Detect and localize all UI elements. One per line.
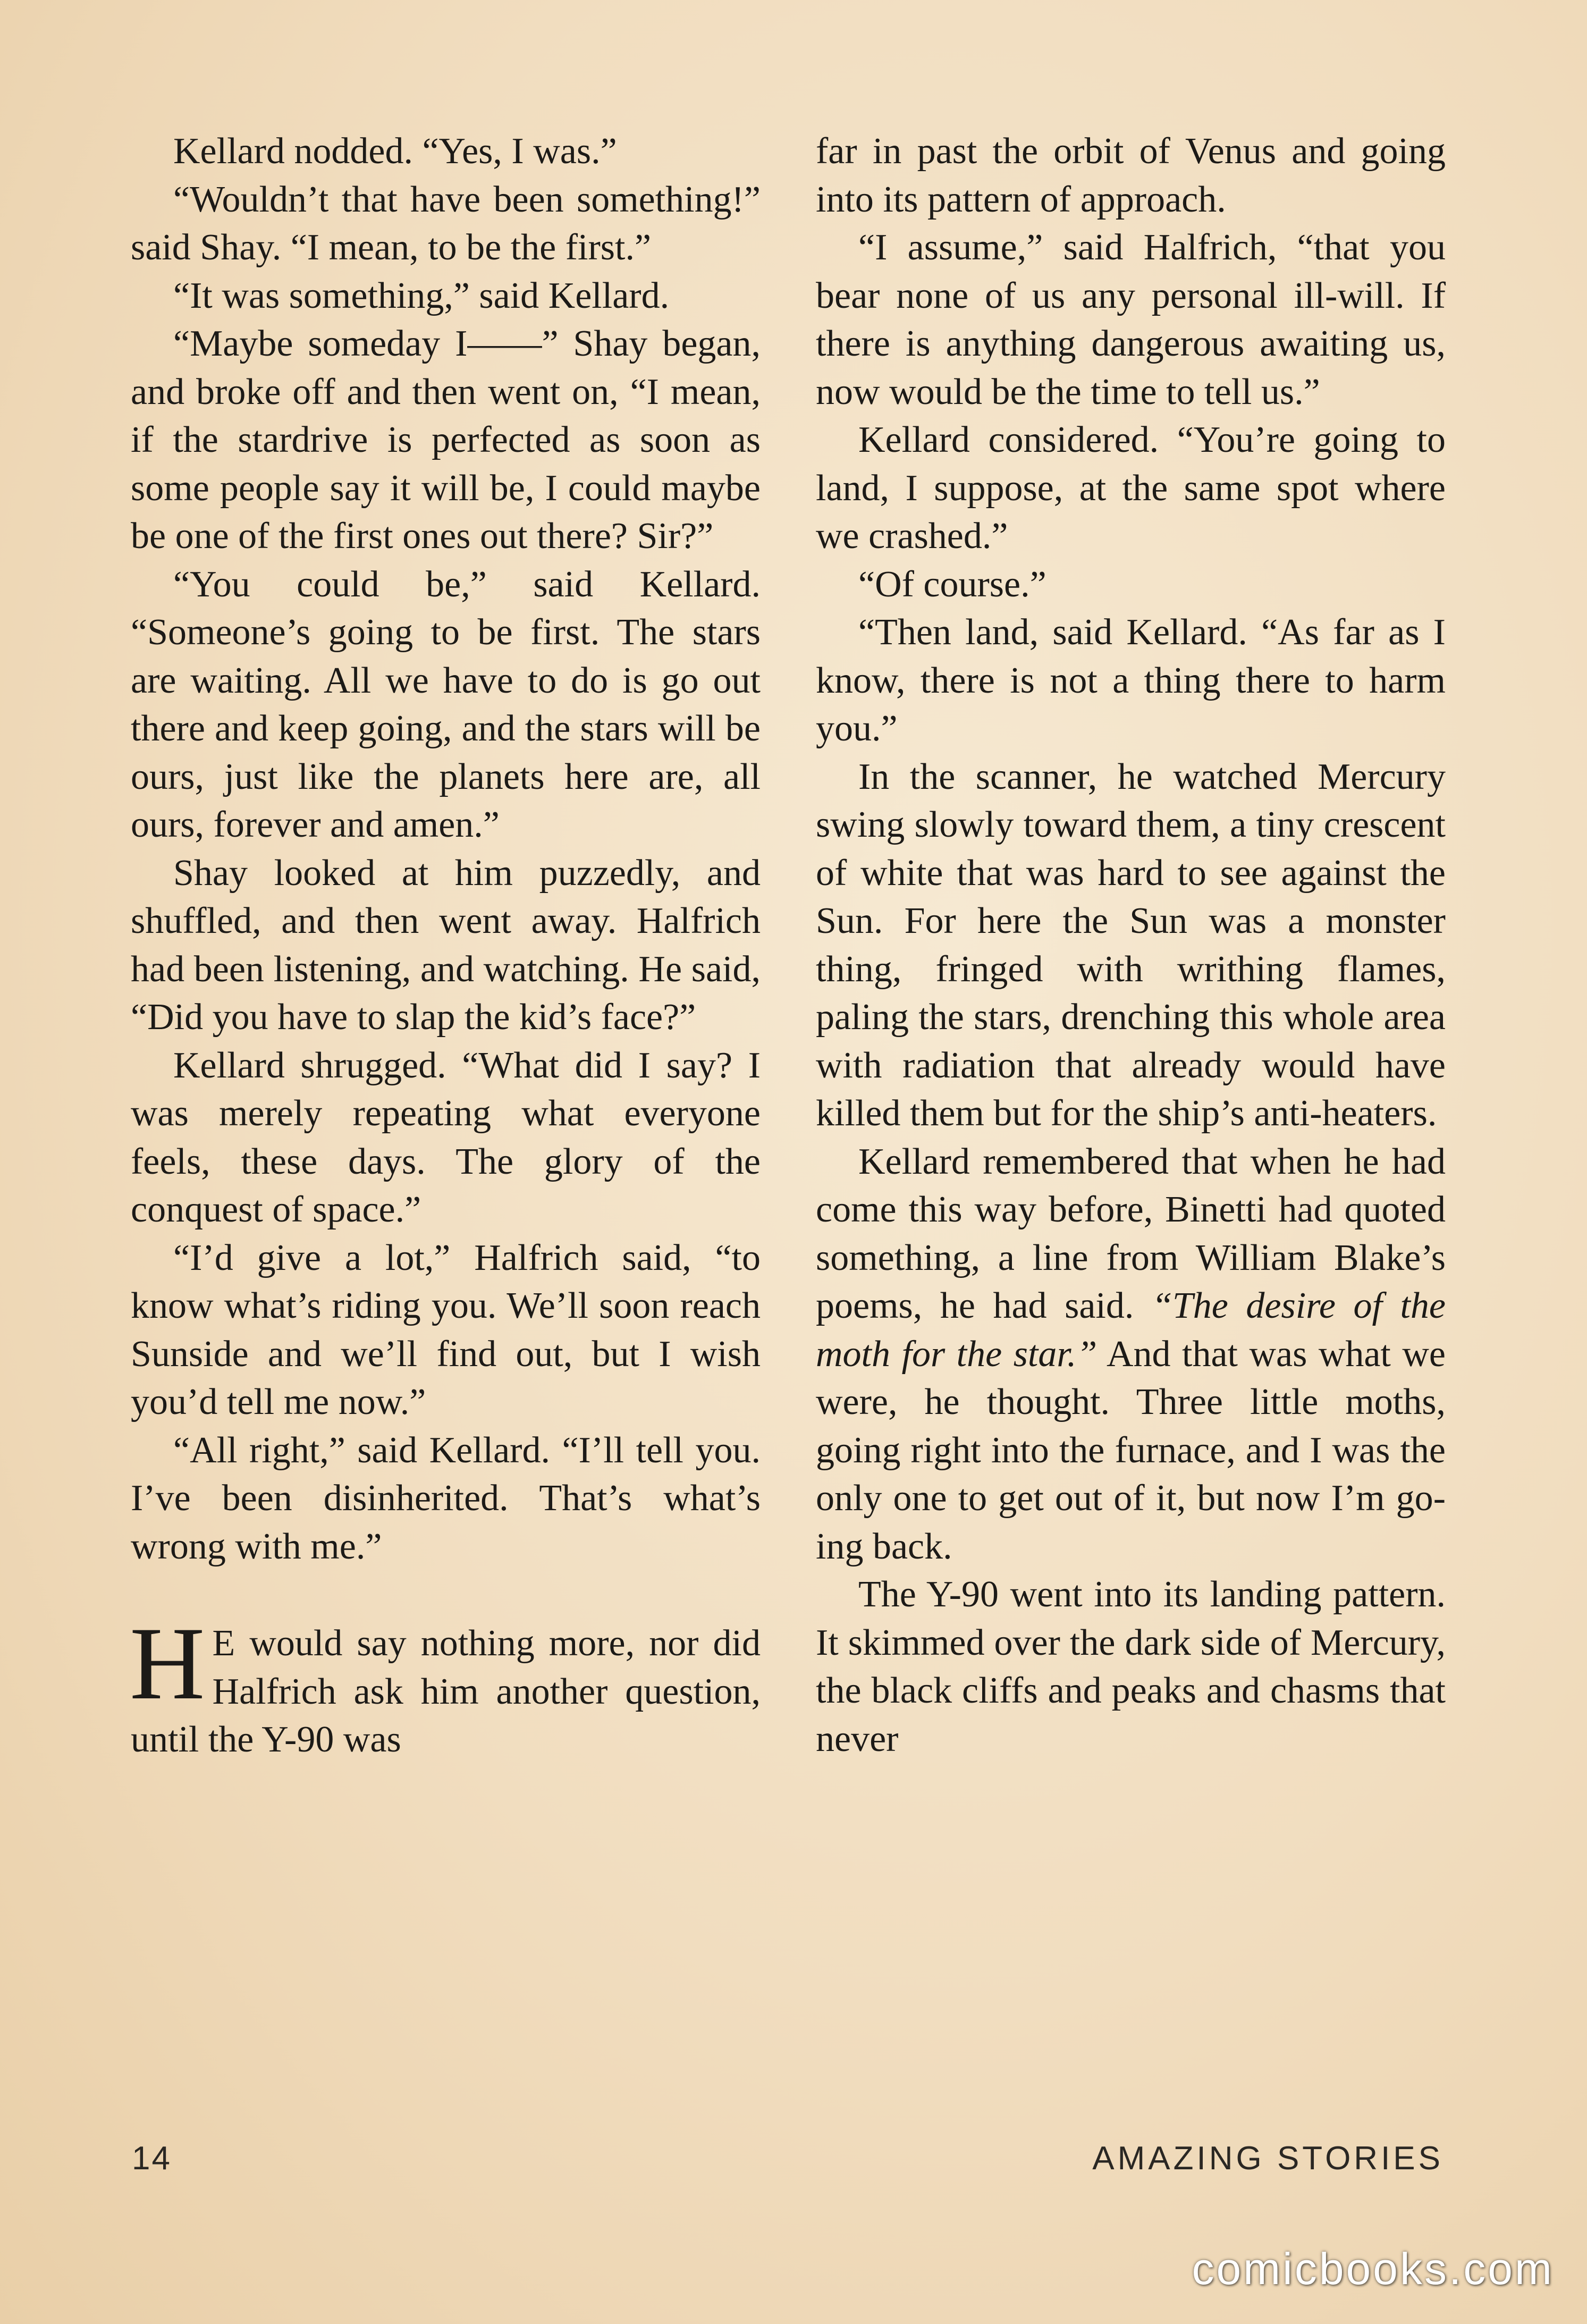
paragraph: “Maybe someday I——” Shay began, and broke off and then went on, “I mean, if the stardrive is perfected as soon as some people say it will be, I could maybe be one of the first ones out there? Sir?” (131, 323, 761, 557)
paragraph: In the scanner, he watched Mercury swing slowly toward them, a tiny crescent of white that was hard to see against the Sun. For here the Sun was a monster thing, fringed with writhing flames, paling the stars, drenching this whole area with radiation that already would have killed them but for the ship’s anti-heaters. (816, 756, 1446, 1134)
quotation-italic: “The desire of the moth for the star.” (816, 1285, 1446, 1375)
right-column (816, 128, 1446, 1763)
left-column (131, 128, 761, 1764)
paragraph-continued: far in past the orbit of Venus and going into its pattern of approach. (816, 131, 1446, 220)
page-number: 14 (132, 2140, 172, 2177)
watermark: comicbooks.com (1192, 2244, 1554, 2294)
paragraph: “I assume,” said Halfrich, “that you bear none of us any personal ill-will. If there is anything dangerous awaiting us, now would be the time to tell us.” (816, 227, 1446, 412)
paragraph: “All right,” said Kellard. “I’ll tell you. I’ve been disinherited. That’s what’s wrong with me.” (131, 1429, 761, 1567)
paragraph: “It was something,” said Kellard. (173, 275, 670, 316)
paragraph (816, 1138, 1446, 1571)
paragraph: Kellard considered. “You’re going to land, I suppose, at the same spot where we crashed.” (816, 419, 1446, 557)
paragraph: Shay looked at him puzzedly, and shuffled, and then went away. Halfrich had been listening, and watching. He said, “Did you have to slap the kid’s face?” (131, 852, 761, 1038)
paragraph: “You could be,” said Kellard. “Someone’s going to be first. The stars are waiting. All we have to do is go out there and keep going, and the stars will be ours, just like the planets here are, all ours, forever and amen.” (131, 563, 761, 845)
paragraph: Kellard nodded. “Yes, I was.” (173, 131, 617, 172)
magazine-title: AMAZING STORIES (1092, 2140, 1444, 2177)
paragraph-text: Kellard remembered that when he had come this way before, Binetti had quoted something, a line from William Blake’s poems, he had said. (816, 1141, 1446, 1326)
paragraph: “Wouldn’t that have been something!” said Shay. “I mean, to be the first.” (131, 179, 761, 268)
paragraph-text: And that was what we were, he thought. Three little moths, going right into the furnace, and I was the only one to get out of it, but now I’m going back. (816, 1333, 1446, 1567)
paragraph: “Of course.” (858, 563, 1046, 605)
paragraph: Kellard shrugged. “What did I say? I was merely repeating what everyone feels, these days. The glory of the conquest of space.” (131, 1045, 761, 1230)
section-opening-paragraph (130, 1606, 761, 1764)
paragraph: “I’d give a lot,” Halfrich said, “to know what’s riding you. We’ll soon reach Sunside and we’ll find out, but I wish you’d tell me now.” (131, 1237, 761, 1422)
paragraph-text: E would say nothing more, nor did Halfrich ask him another question, until the Y-90 was (131, 1623, 761, 1760)
paragraph: The Y-90 went into its landing pattern. It skimmed over the dark side of Mercury, the black cliffs and peaks and chasms that never (816, 1574, 1446, 1759)
drop-cap: H (130, 1606, 205, 1721)
paragraph: “Then land, said Kellard. “As far as I know, there is not a thing there to harm you.” (816, 612, 1446, 749)
